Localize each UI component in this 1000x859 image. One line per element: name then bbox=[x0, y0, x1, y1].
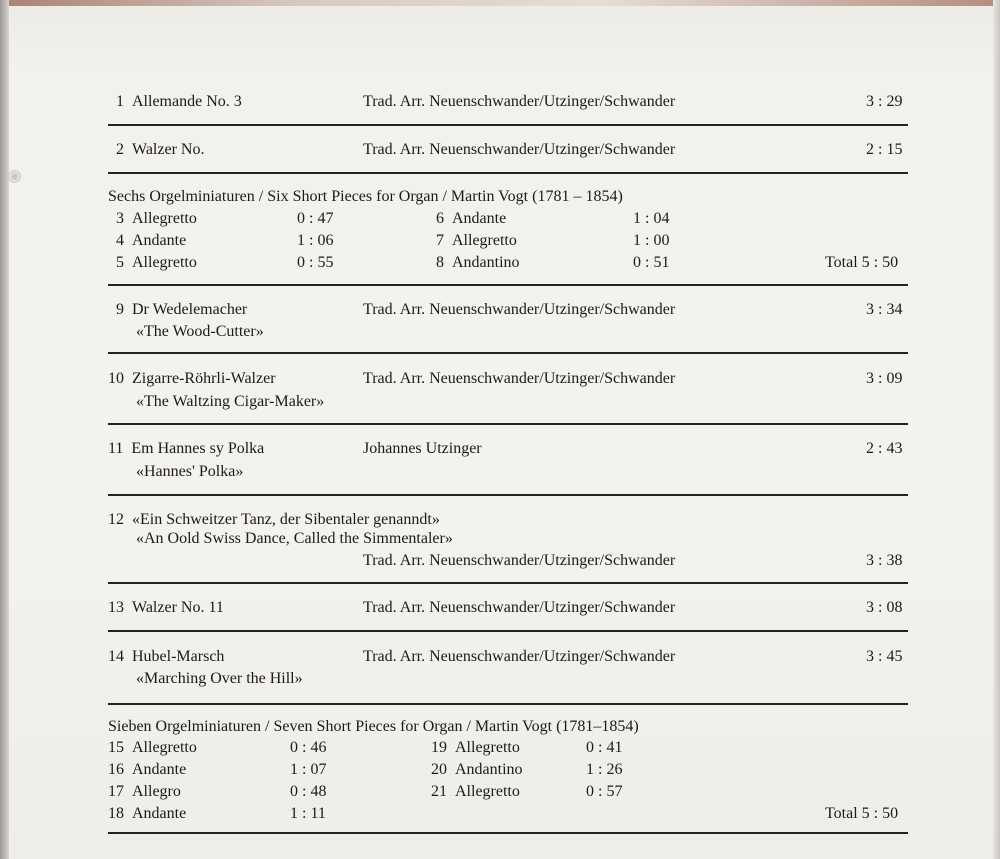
group-item-time: 1 : 11 bbox=[290, 805, 326, 822]
track-subtitle: «The Waltzing Cigar-Maker» bbox=[136, 393, 325, 410]
group-item: 21 Allegretto bbox=[431, 783, 520, 800]
track-title: 9 Dr Wedelemacher bbox=[116, 301, 248, 318]
group-item-time: 1 : 06 bbox=[297, 232, 334, 249]
track-composer: Trad. Arr. Neuenschwander/Utzinger/Schwander bbox=[363, 141, 676, 158]
divider bbox=[108, 284, 908, 286]
punch-hole bbox=[8, 170, 21, 183]
track-title: 1 Allemande No. 3 bbox=[116, 93, 242, 110]
divider bbox=[108, 703, 908, 705]
track-subtitle: «The Wood-Cutter» bbox=[136, 323, 264, 340]
group-item-time: 1 : 04 bbox=[633, 210, 670, 227]
group-heading: Sechs Orgelminiaturen / Six Short Pieces for Organ / Martin Vogt (1781 – 1854) bbox=[108, 188, 623, 205]
divider bbox=[108, 124, 908, 126]
group-item: 16 Andante bbox=[108, 761, 187, 778]
group-item: 20 Andantino bbox=[431, 761, 523, 778]
divider bbox=[108, 832, 908, 834]
divider bbox=[108, 630, 908, 632]
group-item: 5 Allegretto bbox=[116, 254, 197, 271]
track-duration: 3 : 34 bbox=[866, 301, 903, 318]
group-item: 8 Andantino bbox=[436, 254, 520, 271]
track-composer: Trad. Arr. Neuenschwander/Utzinger/Schwander bbox=[363, 93, 676, 110]
divider bbox=[108, 494, 908, 496]
track-duration: 3 : 09 bbox=[866, 370, 903, 387]
track-subtitle: «An Oold Swiss Dance, Called the Simmentaler» bbox=[136, 530, 453, 547]
track-title: 10 Zigarre-Röhrli-Walzer bbox=[108, 370, 276, 387]
track-composer: Johannes Utzinger bbox=[363, 440, 482, 457]
track-duration: 3 : 45 bbox=[866, 648, 903, 665]
divider bbox=[108, 423, 908, 425]
group-item: 7 Allegretto bbox=[436, 232, 517, 249]
track-duration: 2 : 15 bbox=[866, 141, 903, 158]
group-item: 15 Allegretto bbox=[108, 739, 197, 756]
track-composer: Trad. Arr. Neuenschwander/Utzinger/Schwander bbox=[363, 599, 676, 616]
divider bbox=[108, 352, 908, 354]
track-title: 2 Walzer No. bbox=[116, 141, 205, 158]
track-title: 11 Em Hannes sy Polka bbox=[108, 440, 265, 457]
group-item: 4 Andante bbox=[116, 232, 187, 249]
group-item-time: 0 : 57 bbox=[586, 783, 623, 800]
right-edge bbox=[993, 0, 1000, 859]
group-item-time: 1 : 07 bbox=[290, 761, 327, 778]
track-composer: Trad. Arr. Neuenschwander/Utzinger/Schwander bbox=[363, 552, 676, 569]
track-title: 13 Walzer No. 11 bbox=[108, 599, 224, 616]
group-item-time: 0 : 48 bbox=[290, 783, 327, 800]
group-item-time: 0 : 41 bbox=[586, 739, 623, 756]
group-item-time: 0 : 47 bbox=[297, 210, 334, 227]
group-item: 17 Allegro bbox=[108, 783, 181, 800]
group-item: 19 Allegretto bbox=[431, 739, 520, 756]
track-subtitle: «Marching Over the Hill» bbox=[136, 670, 303, 687]
group-item-time: 0 : 46 bbox=[290, 739, 327, 756]
group-item: 18 Andante bbox=[108, 805, 187, 822]
group-item: 6 Andante bbox=[436, 210, 507, 227]
group-item-time: 0 : 55 bbox=[297, 254, 334, 271]
track-duration: 2 : 43 bbox=[866, 440, 903, 457]
divider bbox=[108, 172, 908, 174]
divider bbox=[108, 582, 908, 584]
group-item: 3 Allegretto bbox=[116, 210, 197, 227]
track-composer: Trad. Arr. Neuenschwander/Utzinger/Schwander bbox=[363, 648, 676, 665]
track-duration: 3 : 08 bbox=[866, 599, 903, 616]
track-title: 12 «Ein Schweitzer Tanz, der Sibentaler genanndt» bbox=[108, 511, 440, 528]
top-edge bbox=[0, 0, 1000, 6]
group-item-time: 0 : 51 bbox=[633, 254, 670, 271]
track-composer: Trad. Arr. Neuenschwander/Utzinger/Schwander bbox=[363, 301, 676, 318]
track-duration: 3 : 38 bbox=[866, 552, 903, 569]
group-total: Total 5 : 50 bbox=[825, 805, 899, 822]
left-edge bbox=[0, 0, 9, 859]
group-item-time: 1 : 26 bbox=[586, 761, 623, 778]
group-heading: Sieben Orgelminiaturen / Seven Short Pieces for Organ / Martin Vogt (1781–1854) bbox=[108, 718, 639, 735]
track-composer: Trad. Arr. Neuenschwander/Utzinger/Schwander bbox=[363, 370, 676, 387]
group-total: Total 5 : 50 bbox=[825, 254, 899, 271]
group-item-time: 1 : 00 bbox=[633, 232, 670, 249]
track-title: 14 Hubel-Marsch bbox=[108, 648, 225, 665]
track-subtitle: «Hannes' Polka» bbox=[136, 463, 244, 480]
track-duration: 3 : 29 bbox=[866, 93, 903, 110]
